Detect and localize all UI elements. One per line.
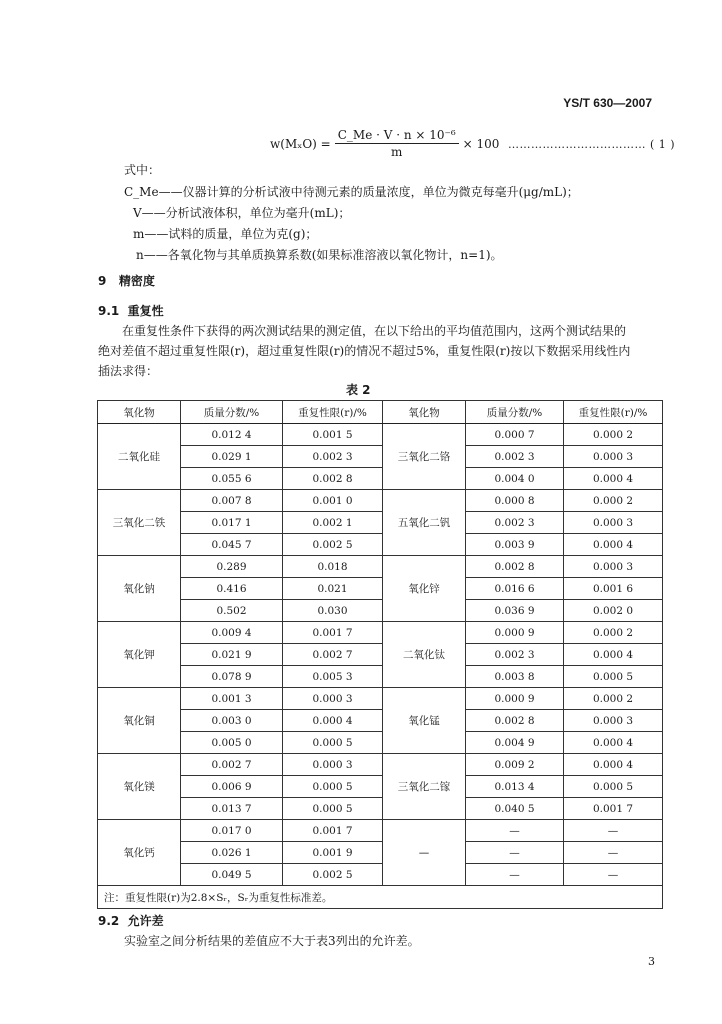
section-9-heading [98,272,155,289]
column-header: 重复性限(r)/% [564,401,663,424]
table-caption: 表 2 [346,383,371,397]
mass-fraction-cell: 0.003 8 [466,666,564,688]
paragraph-line: 在重复性条件下获得的两次测试结果的测定值，在以下给出的平均值范围内，这两个测试结果的 [122,324,627,338]
mass-fraction-cell: — [466,842,564,864]
mass-fraction-cell: 0.017 0 [181,820,283,842]
column-header: 氧化物 [383,401,466,424]
oxide-name-cell: 氧化镁 [98,754,181,820]
column-header: 氧化物 [98,401,181,424]
formula-lhs: w(MₓO) = [270,136,331,151]
oxide-name-cell: — [383,820,466,886]
repeatability-limit-cell: — [564,864,663,886]
table-row [98,842,663,864]
definition-item: m——试料的质量，单位为克(g)； [133,227,318,241]
mass-fraction-cell: 0.078 9 [181,666,283,688]
mass-fraction-cell: 0.013 4 [466,776,564,798]
table-header-row [98,401,663,424]
table-row [98,644,663,666]
page-number: 3 [648,955,655,968]
section-title: 重复性 [127,304,164,318]
repeatability-limit-cell: 0.021 [283,578,383,600]
mass-fraction-cell: — [466,864,564,886]
repeatability-limit-cell: 0.000 4 [283,710,383,732]
section-number: 9.2 [98,914,120,928]
section-title: 允许差 [127,914,164,928]
repeatability-limit-cell: 0.000 5 [283,798,383,820]
oxide-name-cell: 氧化锌 [383,556,466,622]
table-row [98,600,663,622]
repeatability-limit-cell: 0.000 4 [564,468,663,490]
mass-fraction-cell: 0.002 3 [466,644,564,666]
repeatability-limit-cell: 0.000 3 [283,754,383,776]
mass-fraction-cell: 0.006 9 [181,776,283,798]
mass-fraction-cell: 0.000 9 [466,688,564,710]
repeatability-limit-cell: 0.001 0 [283,490,383,512]
table-row [98,512,663,534]
table-row [98,578,663,600]
formula-leader: ……………………………… [508,138,646,151]
formula-1 [270,128,499,159]
repeatability-limit-cell: 0.000 2 [564,490,663,512]
mass-fraction-cell: 0.003 9 [466,534,564,556]
section-9-2-heading [98,912,164,929]
repeatability-limit-cell: 0.001 7 [564,798,663,820]
paragraph-line: 绝对差值不超过重复性限(r)，超过重复性限(r)的情况不超过5%，重复性限(r)按以下数据采用线性内 [98,344,631,358]
formula-denominator: m [391,145,403,159]
table-body [98,401,663,909]
oxide-name-cell: 三氧化二镓 [383,754,466,820]
formula-tail: × 100 [462,136,500,151]
repeatability-table [97,400,663,909]
mass-fraction-cell: 0.017 1 [181,512,283,534]
section-9-2-body: 实验室之间分析结果的差值应不大于表3列出的允许差。 [124,934,420,948]
table-row [98,776,663,798]
mass-fraction-cell: 0.002 8 [466,556,564,578]
section-9-1-body [98,321,664,381]
mass-fraction-cell: 0.040 5 [466,798,564,820]
formula-fraction [335,128,459,159]
oxide-name-cell: 氧化钠 [98,556,181,622]
repeatability-limit-cell: 0.001 6 [564,578,663,600]
table-row [98,798,663,820]
repeatability-limit-cell: 0.000 4 [564,644,663,666]
mass-fraction-cell: 0.036 9 [466,600,564,622]
repeatability-limit-cell: 0.002 3 [283,446,383,468]
definition-item: V——分析试液体积，单位为毫升(mL)； [133,206,351,220]
repeatability-limit-cell: 0.000 3 [564,512,663,534]
repeatability-limit-cell: 0.000 3 [564,556,663,578]
repeatability-limit-cell: 0.000 5 [564,776,663,798]
repeatability-limit-cell: 0.001 9 [283,842,383,864]
repeatability-limit-cell: 0.000 4 [564,754,663,776]
mass-fraction-cell: 0.026 1 [181,842,283,864]
mass-fraction-cell: 0.502 [181,600,283,622]
column-header: 重复性限(r)/% [283,401,383,424]
repeatability-limit-cell: 0.000 5 [564,666,663,688]
repeatability-limit-cell: 0.001 7 [283,820,383,842]
table-row [98,864,663,886]
mass-fraction-cell: 0.000 8 [466,490,564,512]
oxide-name-cell: 氧化锰 [383,688,466,754]
mass-fraction-cell: 0.001 3 [181,688,283,710]
table-row [98,622,663,644]
repeatability-limit-cell: 0.002 7 [283,644,383,666]
oxide-name-cell: 氧化钾 [98,622,181,688]
repeatability-limit-cell: 0.000 4 [564,534,663,556]
repeatability-limit-cell: 0.000 2 [564,688,663,710]
mass-fraction-cell: 0.055 6 [181,468,283,490]
section-number: 9.1 [98,304,120,318]
repeatability-limit-cell: 0.001 5 [283,424,383,446]
mass-fraction-cell: 0.021 9 [181,644,283,666]
mass-fraction-cell: 0.416 [181,578,283,600]
mass-fraction-cell: 0.016 6 [466,578,564,600]
mass-fraction-cell: 0.004 9 [466,732,564,754]
table-row [98,820,663,842]
oxide-name-cell: 二氧化硅 [98,424,181,490]
repeatability-limit-cell: 0.005 3 [283,666,383,688]
table-row [98,710,663,732]
table-row [98,666,663,688]
table-note-row [98,886,663,909]
repeatability-limit-cell: 0.030 [283,600,383,622]
table-row [98,490,663,512]
mass-fraction-cell: 0.007 8 [181,490,283,512]
table-row [98,754,663,776]
mass-fraction-cell: 0.002 3 [466,512,564,534]
repeatability-limit-cell: 0.000 3 [283,688,383,710]
mass-fraction-cell: 0.013 7 [181,798,283,820]
oxide-name-cell: 氧化钙 [98,820,181,886]
repeatability-limit-cell: — [564,842,663,864]
mass-fraction-cell: 0.004 0 [466,468,564,490]
mass-fraction-cell: 0.289 [181,556,283,578]
formula-leader-and-number [508,138,675,151]
repeatability-limit-cell: 0.001 7 [283,622,383,644]
table-row [98,688,663,710]
table-row [98,556,663,578]
mass-fraction-cell: — [466,820,564,842]
paragraph-line: 插法求得： [98,364,159,378]
repeatability-limit-cell: 0.002 8 [283,468,383,490]
oxide-name-cell: 三氧化二铬 [383,424,466,490]
mass-fraction-cell: 0.002 8 [466,710,564,732]
repeatability-limit-cell: 0.000 3 [564,710,663,732]
table-row [98,424,663,446]
table-row [98,446,663,468]
column-header: 质量分数/% [466,401,564,424]
mass-fraction-cell: 0.049 5 [181,864,283,886]
mass-fraction-cell: 0.002 7 [181,754,283,776]
section-number: 9 [98,274,107,288]
repeatability-limit-cell: 0.000 2 [564,424,663,446]
mass-fraction-cell: 0.045 7 [181,534,283,556]
table-row [98,732,663,754]
mass-fraction-cell: 0.009 4 [181,622,283,644]
definitions-intro: 式中： [124,163,161,177]
repeatability-limit-cell: 0.000 5 [283,776,383,798]
formula-number: ( 1 ) [650,138,676,151]
oxide-name-cell: 二氧化钛 [383,622,466,688]
repeatability-limit-cell: 0.000 5 [283,732,383,754]
repeatability-limit-cell: 0.002 0 [564,600,663,622]
definition-item: n——各氧化物与其单质换算系数(如果标准溶液以氧化物计，n=1)。 [136,248,503,262]
section-title: 精密度 [118,274,155,288]
repeatability-limit-cell: 0.002 5 [283,534,383,556]
repeatability-limit-cell: 0.000 3 [564,446,663,468]
table-row [98,534,663,556]
repeatability-limit-cell: — [564,820,663,842]
oxide-name-cell: 三氧化二铁 [98,490,181,556]
repeatability-limit-cell: 0.000 2 [564,622,663,644]
definition-item: C_Me——仪器计算的分析试液中待测元素的质量浓度，单位为微克每毫升(μg/mL)； [124,185,579,199]
mass-fraction-cell: 0.009 2 [466,754,564,776]
mass-fraction-cell: 0.003 0 [181,710,283,732]
repeatability-limit-cell: 0.002 5 [283,864,383,886]
mass-fraction-cell: 0.029 1 [181,446,283,468]
formula-numerator: C_Me · V · n × 10⁻⁶ [335,128,459,144]
oxide-name-cell: 氧化铜 [98,688,181,754]
mass-fraction-cell: 0.005 0 [181,732,283,754]
table-note: 注：重复性限(r)为2.8×Sᵣ，Sᵣ为重复性标准差。 [98,886,663,909]
section-9-1-heading [98,302,164,319]
repeatability-limit-cell: 0.000 4 [564,732,663,754]
repeatability-limit-cell: 0.018 [283,556,383,578]
mass-fraction-cell: 0.012 4 [181,424,283,446]
column-header: 质量分数/% [181,401,283,424]
mass-fraction-cell: 0.000 9 [466,622,564,644]
repeatability-limit-cell: 0.002 1 [283,512,383,534]
mass-fraction-cell: 0.000 7 [466,424,564,446]
mass-fraction-cell: 0.002 3 [466,446,564,468]
table-row [98,468,663,490]
oxide-name-cell: 五氧化二钒 [383,490,466,556]
standard-number: YS/T 630—2007 [563,96,652,110]
